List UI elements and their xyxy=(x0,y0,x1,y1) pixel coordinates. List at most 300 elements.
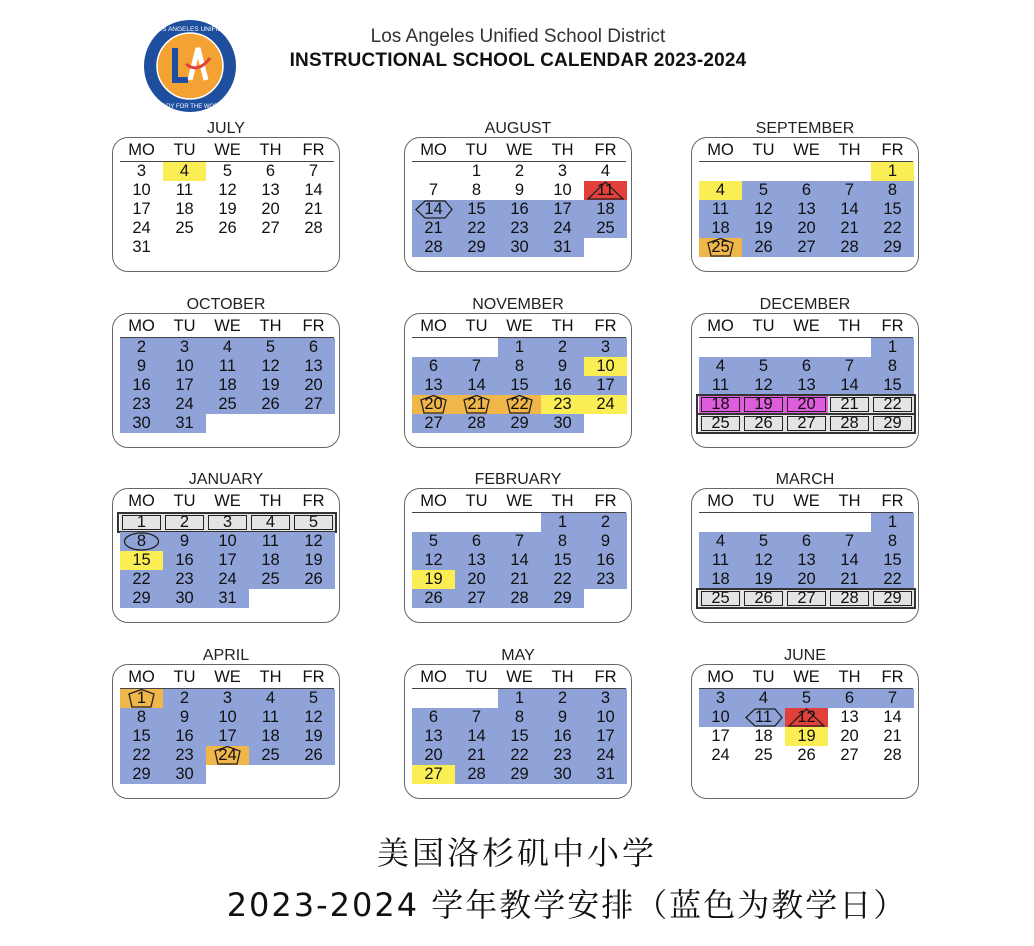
day-number: 14 xyxy=(510,551,529,569)
calendar-day xyxy=(455,551,498,570)
calendar-day xyxy=(699,727,742,746)
calendar-day xyxy=(785,395,828,414)
day-number: 17 xyxy=(218,551,237,569)
calendar-day xyxy=(120,708,163,727)
calendar-day xyxy=(455,746,498,765)
day-number: 3 xyxy=(600,689,611,707)
calendar-day xyxy=(498,727,541,746)
calendar-day xyxy=(455,200,498,219)
week-row xyxy=(412,181,626,200)
day-number: 10 xyxy=(132,181,151,199)
week-row xyxy=(412,551,626,570)
calendar-day xyxy=(163,551,206,570)
day-number: 20 xyxy=(797,570,816,588)
calendar-day xyxy=(412,689,455,708)
calendar-day xyxy=(412,414,455,433)
calendar-day xyxy=(206,708,249,727)
calendar-day xyxy=(249,200,292,219)
month-box xyxy=(112,488,340,623)
calendar-day xyxy=(699,395,742,414)
calendar-day xyxy=(249,162,292,181)
day-number: 27 xyxy=(304,395,323,413)
day-number: 25 xyxy=(754,746,773,764)
week-row xyxy=(120,708,334,727)
day-number: 8 xyxy=(887,181,898,199)
day-number: 4 xyxy=(265,689,276,707)
calendar-day xyxy=(412,589,455,608)
calendar-day xyxy=(871,765,914,784)
calendar-day xyxy=(163,181,206,200)
calendar-day xyxy=(828,570,871,589)
weekday-tu: TU xyxy=(173,317,196,335)
calendar-day xyxy=(292,338,335,357)
day-number: 10 xyxy=(175,357,194,375)
calendar-day xyxy=(541,551,584,570)
day-number: 15 xyxy=(132,727,151,745)
calendar-day xyxy=(206,238,249,257)
calendar-day xyxy=(828,238,871,257)
calendar-day xyxy=(699,219,742,238)
day-number: 19 xyxy=(797,727,816,745)
calendar-day xyxy=(120,162,163,181)
month-title: NOVEMBER xyxy=(472,296,564,313)
calendar-day xyxy=(163,765,206,784)
weekday-th: TH xyxy=(259,492,282,510)
week-row xyxy=(412,238,626,257)
calendar-day xyxy=(292,765,335,784)
month-box xyxy=(112,313,340,448)
weekday-header xyxy=(412,141,626,162)
weekday-tu: TU xyxy=(173,141,196,159)
calendar-day xyxy=(828,532,871,551)
weekday-mo: MO xyxy=(707,492,734,510)
week-row xyxy=(120,181,334,200)
day-number: 9 xyxy=(136,357,147,375)
day-number: 3 xyxy=(222,513,233,531)
calendar-day xyxy=(699,513,742,532)
day-number: 16 xyxy=(596,551,615,569)
day-number: 8 xyxy=(514,357,525,375)
day-number: 27 xyxy=(261,219,280,237)
calendar-day xyxy=(871,570,914,589)
calendar-day xyxy=(249,532,292,551)
calendar-day xyxy=(455,689,498,708)
weekday-tu: TU xyxy=(752,317,775,335)
day-number: 11 xyxy=(596,181,615,199)
calendar-day xyxy=(206,200,249,219)
calendar-day xyxy=(828,727,871,746)
day-number: 2 xyxy=(600,513,611,531)
calendar-day xyxy=(584,708,627,727)
day-number: 12 xyxy=(797,708,816,726)
week-row xyxy=(120,589,334,608)
day-number: 3 xyxy=(179,338,190,356)
calendar-day xyxy=(742,357,785,376)
day-number: 30 xyxy=(553,414,572,432)
weekday-header xyxy=(699,668,913,689)
calendar-day xyxy=(206,376,249,395)
calendar-day xyxy=(249,219,292,238)
calendar-day xyxy=(412,570,455,589)
calendar-day xyxy=(699,414,742,433)
day-number: 14 xyxy=(840,376,859,394)
weekday-header xyxy=(699,317,913,338)
day-number: 3 xyxy=(715,689,726,707)
calendar-day xyxy=(249,414,292,433)
day-number: 4 xyxy=(600,162,611,180)
calendar-day xyxy=(742,765,785,784)
calendar-day xyxy=(541,357,584,376)
day-number: 18 xyxy=(596,200,615,218)
calendar-day xyxy=(871,395,914,414)
calendar-day xyxy=(163,727,206,746)
calendar-day xyxy=(828,746,871,765)
day-number: 13 xyxy=(304,357,323,375)
month-box xyxy=(112,137,340,272)
day-number: 10 xyxy=(218,708,237,726)
weekday-mo: MO xyxy=(128,141,155,159)
calendar-day xyxy=(584,532,627,551)
calendar-day xyxy=(785,765,828,784)
day-number: 6 xyxy=(428,357,439,375)
weekday-mo: MO xyxy=(707,668,734,686)
weekday-we: WE xyxy=(506,317,533,335)
calendar-day xyxy=(584,689,627,708)
month-october xyxy=(112,296,340,456)
calendar-day xyxy=(292,589,335,608)
calendar-day xyxy=(584,765,627,784)
calendar-day xyxy=(206,570,249,589)
day-number: 13 xyxy=(261,181,280,199)
calendar-day xyxy=(541,238,584,257)
week-row xyxy=(699,551,913,570)
month-box xyxy=(404,664,632,799)
day-number: 9 xyxy=(557,708,568,726)
day-number: 25 xyxy=(175,219,194,237)
calendar-day xyxy=(699,162,742,181)
day-number: 26 xyxy=(218,219,237,237)
weekday-mo: MO xyxy=(128,492,155,510)
month-april xyxy=(112,647,340,807)
calendar-day xyxy=(498,200,541,219)
calendar-day xyxy=(206,513,249,532)
weekday-fr: FR xyxy=(881,141,904,159)
day-number: 11 xyxy=(175,181,194,199)
calendar-day xyxy=(455,532,498,551)
day-number: 14 xyxy=(424,200,443,218)
weekday-tu: TU xyxy=(752,492,775,510)
month-box xyxy=(112,664,340,799)
calendar-day xyxy=(206,357,249,376)
calendar-day xyxy=(785,357,828,376)
day-number: 12 xyxy=(261,357,280,375)
weekday-th: TH xyxy=(551,141,574,159)
day-number: 27 xyxy=(797,238,816,256)
calendar-day xyxy=(871,357,914,376)
day-number: 10 xyxy=(596,708,615,726)
calendar-day xyxy=(412,238,455,257)
day-number: 22 xyxy=(883,570,902,588)
day-number: 13 xyxy=(467,551,486,569)
calendar-day xyxy=(163,746,206,765)
calendar-day xyxy=(699,570,742,589)
calendar-day xyxy=(871,238,914,257)
calendar-day xyxy=(163,589,206,608)
day-number: 25 xyxy=(711,414,730,432)
weekday-we: WE xyxy=(506,141,533,159)
calendar-day xyxy=(163,689,206,708)
day-number: 29 xyxy=(467,238,486,256)
day-number: 19 xyxy=(754,570,773,588)
weekday-header xyxy=(412,492,626,513)
day-number: 12 xyxy=(754,551,773,569)
week-row xyxy=(120,338,334,357)
calendar-day xyxy=(292,513,335,532)
day-number: 31 xyxy=(596,765,615,783)
day-number: 15 xyxy=(510,727,529,745)
calendar-day xyxy=(120,570,163,589)
weekday-header xyxy=(412,668,626,689)
day-number: 12 xyxy=(304,708,323,726)
day-number: 3 xyxy=(136,162,147,180)
day-number: 29 xyxy=(883,414,902,432)
day-number: 26 xyxy=(261,395,280,413)
calendar-day xyxy=(785,338,828,357)
week-row xyxy=(120,414,334,433)
day-number: 21 xyxy=(467,746,486,764)
calendar-day xyxy=(541,746,584,765)
calendar-day xyxy=(498,238,541,257)
day-number: 16 xyxy=(553,727,572,745)
calendar-day xyxy=(541,532,584,551)
calendar-day xyxy=(412,727,455,746)
calendar-day xyxy=(412,162,455,181)
calendar-day xyxy=(498,765,541,784)
week-row xyxy=(120,376,334,395)
week-row xyxy=(120,727,334,746)
calendar-day xyxy=(699,765,742,784)
day-number: 25 xyxy=(711,589,730,607)
calendar-day xyxy=(699,376,742,395)
week-row xyxy=(699,162,913,181)
calendar-day xyxy=(455,570,498,589)
calendar-day xyxy=(120,376,163,395)
weekday-mo: MO xyxy=(420,492,447,510)
calendar-day xyxy=(120,746,163,765)
day-number: 17 xyxy=(218,727,237,745)
calendar-day xyxy=(163,532,206,551)
calendar-day xyxy=(249,689,292,708)
calendar-day xyxy=(871,727,914,746)
day-number: 13 xyxy=(424,376,443,394)
weekday-mo: MO xyxy=(420,317,447,335)
day-number: 24 xyxy=(553,219,572,237)
day-number: 21 xyxy=(304,200,323,218)
calendar-day xyxy=(498,746,541,765)
week-row xyxy=(699,200,913,219)
day-number: 26 xyxy=(754,238,773,256)
month-may xyxy=(404,647,632,807)
month-august xyxy=(404,120,632,280)
day-number: 29 xyxy=(553,589,572,607)
calendar-day xyxy=(455,238,498,257)
calendar-day xyxy=(412,746,455,765)
week-row xyxy=(120,357,334,376)
calendar-day xyxy=(498,532,541,551)
calendar-day xyxy=(742,570,785,589)
day-number: 4 xyxy=(265,513,276,531)
calendar-day xyxy=(163,570,206,589)
day-number: 10 xyxy=(596,357,615,375)
day-number: 19 xyxy=(754,395,773,413)
calendar-day xyxy=(498,162,541,181)
weekday-th: TH xyxy=(838,141,861,159)
day-number: 23 xyxy=(132,395,151,413)
day-number: 5 xyxy=(308,689,319,707)
calendar-day xyxy=(584,551,627,570)
calendar-day xyxy=(584,414,627,433)
week-row xyxy=(120,200,334,219)
day-number: 17 xyxy=(175,376,194,394)
calendar-day xyxy=(828,689,871,708)
week-row xyxy=(120,746,334,765)
month-january xyxy=(112,471,340,631)
calendar-day xyxy=(206,162,249,181)
weekday-we: WE xyxy=(793,317,820,335)
month-title: APRIL xyxy=(202,647,250,664)
day-number: 4 xyxy=(758,689,769,707)
week-row xyxy=(412,727,626,746)
calendar-day xyxy=(742,513,785,532)
day-number: 22 xyxy=(510,395,529,413)
calendar-day xyxy=(120,551,163,570)
day-number: 19 xyxy=(304,551,323,569)
day-number: 31 xyxy=(553,238,572,256)
day-number: 1 xyxy=(136,513,147,531)
day-number: 4 xyxy=(222,338,233,356)
calendar-day xyxy=(742,200,785,219)
week-row xyxy=(120,570,334,589)
calendar-day xyxy=(455,338,498,357)
calendar-day xyxy=(871,338,914,357)
day-number: 13 xyxy=(424,727,443,745)
calendar-day xyxy=(871,746,914,765)
calendar-day xyxy=(828,357,871,376)
calendar-day xyxy=(120,414,163,433)
day-number: 12 xyxy=(424,551,443,569)
calendar-day xyxy=(785,689,828,708)
day-number: 7 xyxy=(844,181,855,199)
calendar-day xyxy=(828,513,871,532)
calendar-day xyxy=(455,589,498,608)
weekday-mo: MO xyxy=(420,668,447,686)
calendar-day xyxy=(742,181,785,200)
calendar-day xyxy=(541,395,584,414)
month-september xyxy=(691,120,919,280)
week-row xyxy=(699,570,913,589)
month-december xyxy=(691,296,919,456)
day-number: 7 xyxy=(844,532,855,550)
day-number: 10 xyxy=(218,532,237,550)
weekday-fr: FR xyxy=(302,492,325,510)
day-number: 27 xyxy=(424,414,443,432)
calendar-day xyxy=(541,570,584,589)
day-number: 28 xyxy=(424,238,443,256)
calendar-day xyxy=(785,746,828,765)
calendar-day xyxy=(871,181,914,200)
calendar-day xyxy=(249,238,292,257)
calendar-day xyxy=(584,746,627,765)
week-row xyxy=(412,746,626,765)
day-number: 30 xyxy=(175,589,194,607)
calendar-day xyxy=(292,181,335,200)
day-number: 24 xyxy=(132,219,151,237)
day-number: 3 xyxy=(600,338,611,356)
day-number: 4 xyxy=(715,532,726,550)
day-number: 7 xyxy=(844,357,855,375)
weekday-fr: FR xyxy=(302,317,325,335)
calendar-day xyxy=(498,219,541,238)
month-march xyxy=(691,471,919,631)
calendar-day xyxy=(292,551,335,570)
week-row xyxy=(699,689,913,708)
day-number: 18 xyxy=(218,376,237,394)
calendar-day xyxy=(584,589,627,608)
calendar-day xyxy=(742,727,785,746)
calendar-title: INSTRUCTIONAL SCHOOL CALENDAR 2023-2024 xyxy=(289,50,747,71)
day-number: 15 xyxy=(132,551,151,569)
calendar-day xyxy=(120,219,163,238)
day-number: 1 xyxy=(514,338,525,356)
weekday-header xyxy=(120,141,334,162)
calendar-day xyxy=(785,513,828,532)
day-number: 16 xyxy=(553,376,572,394)
weekday-header xyxy=(699,492,913,513)
week-row xyxy=(412,338,626,357)
calendar-day xyxy=(828,338,871,357)
day-number: 18 xyxy=(261,551,280,569)
week-row xyxy=(699,238,913,257)
day-number: 15 xyxy=(553,551,572,569)
weekday-header xyxy=(120,492,334,513)
day-number: 29 xyxy=(510,765,529,783)
day-number: 14 xyxy=(840,551,859,569)
day-number: 5 xyxy=(801,689,812,707)
calendar-day xyxy=(249,765,292,784)
month-november xyxy=(404,296,632,456)
day-number: 30 xyxy=(175,765,194,783)
day-number: 4 xyxy=(715,357,726,375)
weekday-th: TH xyxy=(259,668,282,686)
district-logo xyxy=(142,18,238,114)
day-number: 27 xyxy=(840,746,859,764)
day-number: 26 xyxy=(797,746,816,764)
day-number: 20 xyxy=(424,746,443,764)
calendar-day xyxy=(498,513,541,532)
calendar-day xyxy=(541,338,584,357)
calendar-day xyxy=(541,162,584,181)
calendar-day xyxy=(455,357,498,376)
day-number: 28 xyxy=(840,238,859,256)
day-number: 19 xyxy=(304,727,323,745)
calendar-day xyxy=(828,551,871,570)
day-number: 6 xyxy=(265,162,276,180)
calendar-day xyxy=(498,338,541,357)
day-number: 30 xyxy=(132,414,151,432)
week-row xyxy=(120,765,334,784)
calendar-day xyxy=(120,338,163,357)
calendar-day xyxy=(206,414,249,433)
